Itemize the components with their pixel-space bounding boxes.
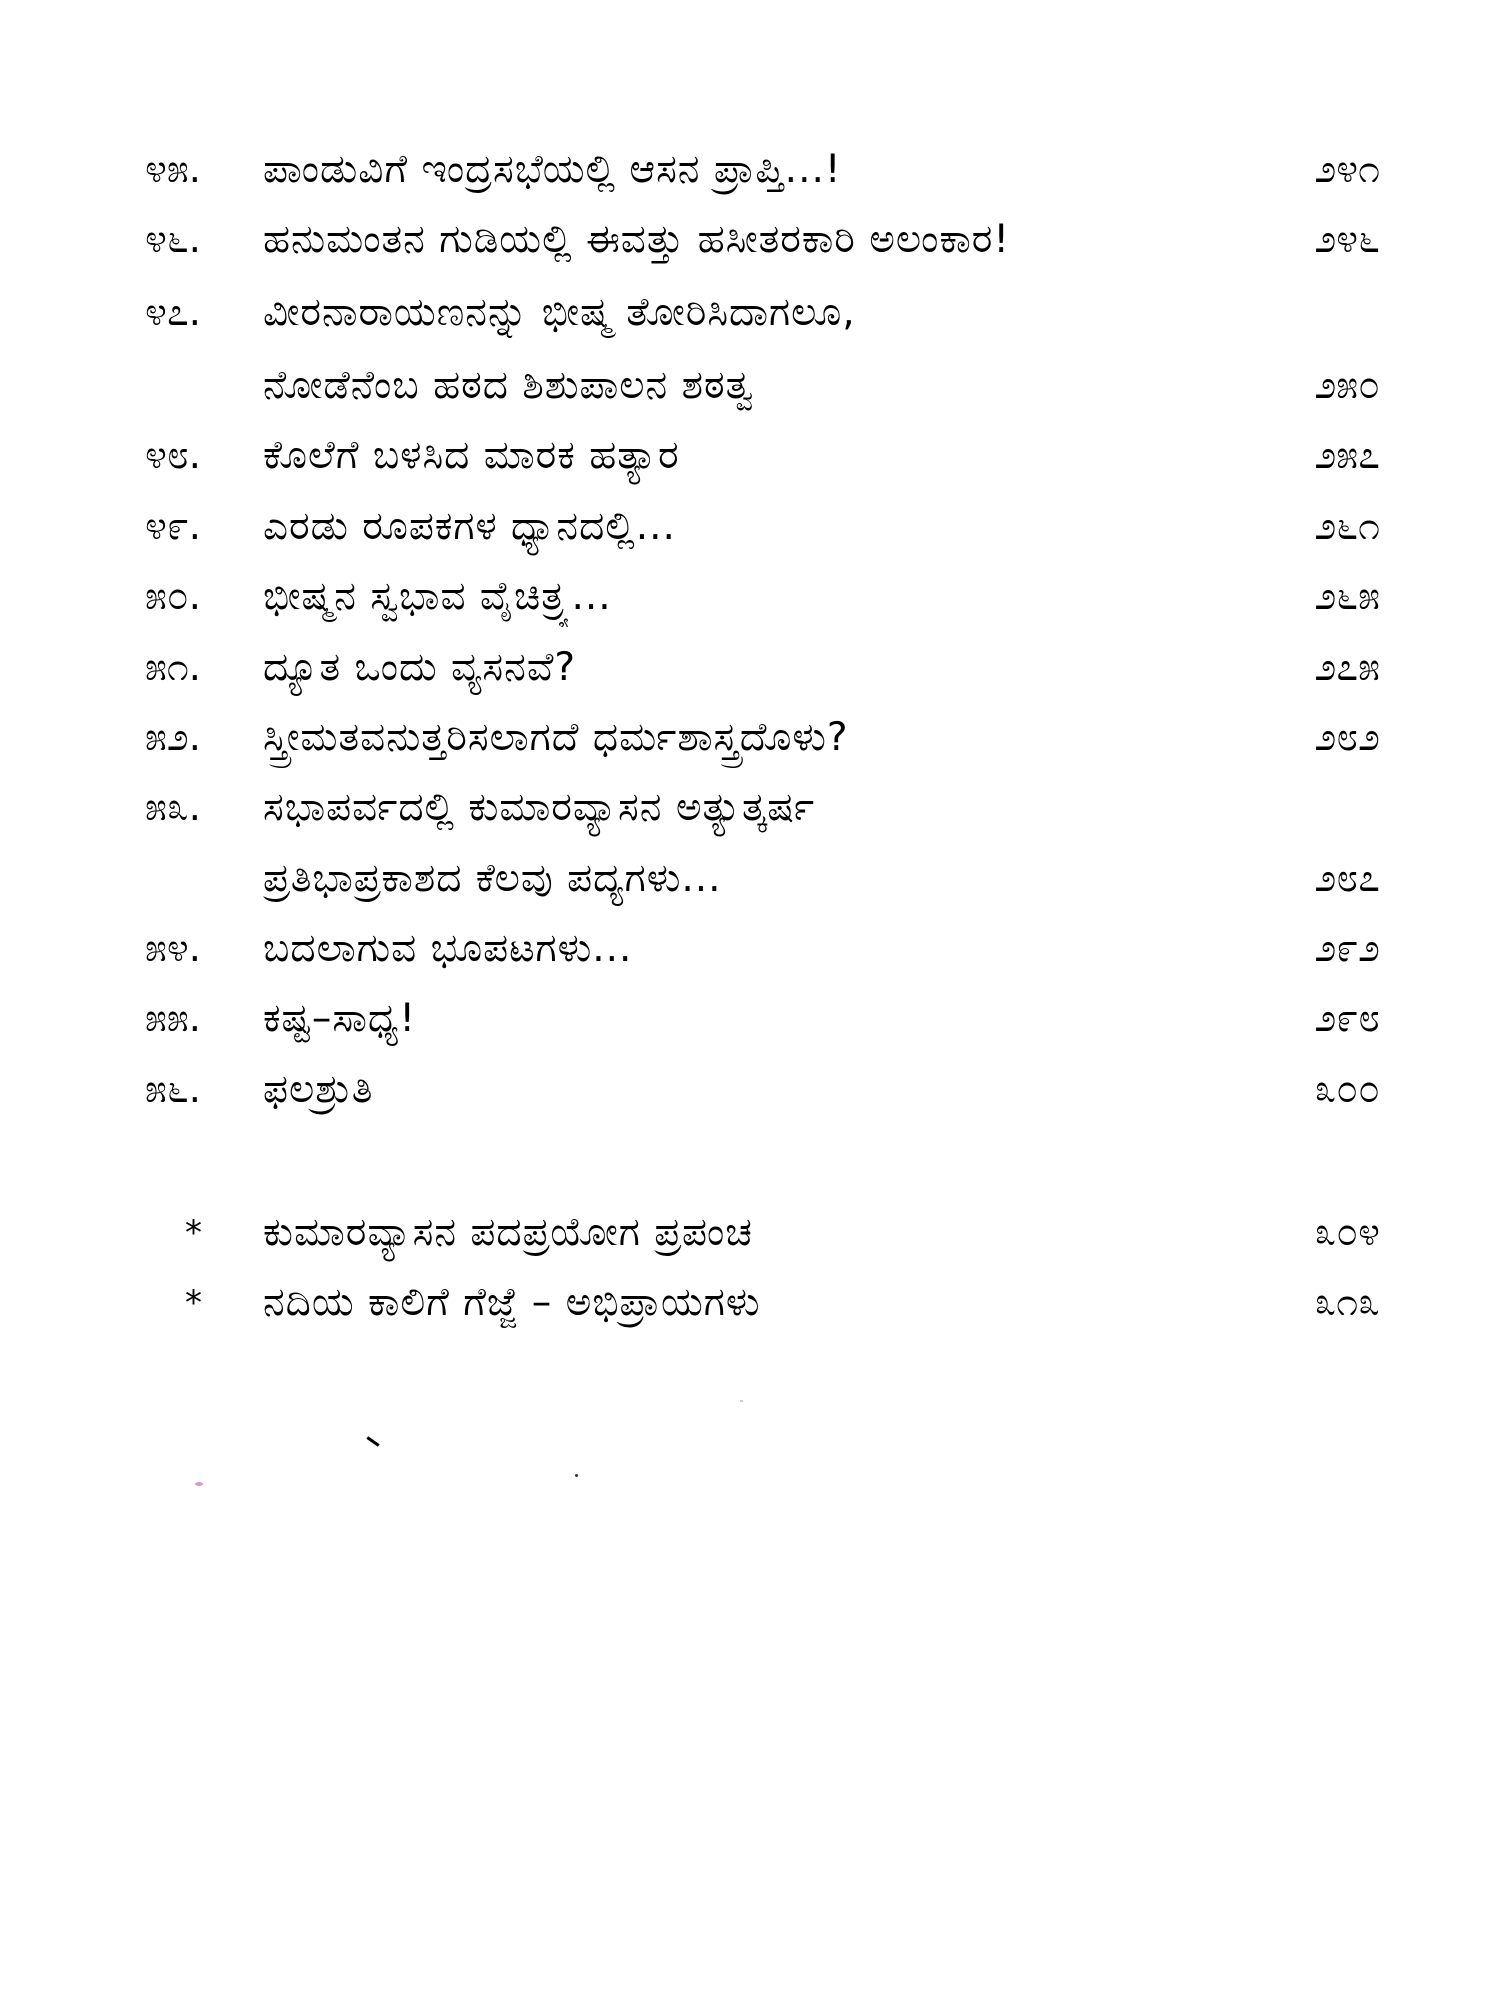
chapter-title: ದ್ಯೂತ ಒಂದು ವ್ಯಸನವೆ?	[263, 645, 577, 690]
toc-entry	[0, 989, 1500, 1049]
toc-entry	[0, 638, 1500, 698]
page-number: ೨೫೭	[1314, 433, 1380, 478]
toc-appendix-entry	[0, 1273, 1500, 1333]
appendix-title: ನದಿಯ ಕಾಲಿಗೆ ಗೆಜ್ಜೆ – ಅಭಿಪ್ರಾಯಗಳು	[263, 1280, 761, 1325]
toc-entry	[0, 210, 1500, 270]
chapter-title: ಸಭಾಪರ್ವದಲ್ಲಿ ಕುಮಾರವ್ಯಾಸನ ಅತ್ಯುತ್ಕರ್ಷ	[263, 785, 816, 830]
chapter-title: ಫಲಶ್ರುತಿ	[263, 1067, 374, 1112]
chapter-number: ೫೬.	[145, 1067, 202, 1112]
page-number: ೨೮೭	[1314, 856, 1380, 901]
toc-entry	[0, 1060, 1500, 1120]
toc-entry	[0, 426, 1500, 486]
page-number: ೨೭೫	[1314, 645, 1380, 690]
page-number: ೩೧೩	[1314, 1280, 1380, 1325]
toc-entry-continuation	[0, 356, 1500, 416]
chapter-number: ೪೫.	[145, 147, 202, 192]
bullet-asterisk: *	[185, 1283, 202, 1323]
toc-entry	[0, 140, 1500, 200]
toc-entry	[0, 497, 1500, 557]
chapter-number: ೫೫.	[145, 996, 202, 1041]
page-number: ೩೦೪	[1314, 1210, 1380, 1255]
toc-entry	[0, 708, 1500, 768]
chapter-title: ಕೊಲೆಗೆ ಬಳಸಿದ ಮಾರಕ ಹತ್ಯಾರ	[263, 433, 680, 478]
chapter-title: ಬದಲಾಗುವ ಭೂಪಟಗಳು...	[263, 926, 633, 971]
chapter-title: ಕಷ್ಟ–ಸಾಧ್ಯ!	[263, 996, 417, 1041]
chapter-number: ೪೬.	[145, 217, 202, 262]
page-number: ೨೯೨	[1314, 926, 1380, 971]
chapter-title: ಸ್ತ್ರೀಮತವನುತ್ತರಿಸಲಾಗದೆ ಧರ್ಮಶಾಸ್ತ್ರದೊಳು?	[263, 715, 849, 760]
chapter-number: ೫೪.	[145, 926, 202, 971]
chapter-number: ೪೮.	[145, 433, 202, 478]
toc-entry-continuation	[0, 849, 1500, 909]
page-number: ೨೯೮	[1314, 996, 1380, 1041]
page-number: ೨೬೧	[1314, 504, 1380, 549]
chapter-number: ೫೦.	[145, 574, 202, 619]
chapter-title: ವೀರನಾರಾಯಣನನ್ನು ಭೀಷ್ಮ ತೋರಿಸಿದಾಗಲೂ,	[263, 290, 856, 335]
page-number: ೨೬೫	[1314, 574, 1380, 619]
chapter-number: ೪೯.	[145, 504, 202, 549]
chapter-title: ಪ್ರತಿಭಾಪ್ರಕಾಶದ ಕೆಲವು ಪದ್ಯಗಳು...	[263, 856, 722, 901]
appendix-title: ಕುಮಾರವ್ಯಾಸನ ಪದಪ್ರಯೋಗ ಪ್ರಪಂಚ	[263, 1210, 753, 1255]
page-number: ೨೪೧	[1314, 147, 1380, 192]
toc-appendix-entry	[0, 1203, 1500, 1263]
toc-entry	[0, 567, 1500, 627]
chapter-number: ೪೭.	[145, 290, 202, 335]
chapter-number: ೫೩.	[145, 785, 202, 830]
chapter-title: ನೋಡೆನೆಂಬ ಹಠದ ಶಿಶುಪಾಲನ ಶಠತ್ವ	[263, 363, 755, 408]
scan-speck	[740, 1400, 743, 1402]
page-number: ೨೪೬	[1314, 217, 1380, 262]
scan-speck	[575, 1474, 578, 1477]
chapter-number: ೫೧.	[145, 645, 202, 690]
toc-entry	[0, 919, 1500, 979]
page-number: ೨೮೨	[1314, 715, 1380, 760]
chapter-title: ಎರಡು ರೂಪಕಗಳ ಧ್ಯಾನದಲ್ಲಿ...	[263, 504, 676, 549]
chapter-number: ೫೨.	[145, 715, 202, 760]
page-number: ೨೫೦	[1314, 363, 1380, 408]
chapter-title: ಭೀಷ್ಮನ ಸ್ವಭಾವ ವೈಚಿತ್ರ್ಯ...	[263, 574, 612, 619]
toc-entry	[0, 778, 1500, 838]
chapter-title: ಹನುಮಂತನ ಗುಡಿಯಲ್ಲಿ ಈವತ್ತು ಹಸೀತರಕಾರಿ ಅಲಂಕಾರ!	[263, 217, 1011, 262]
bullet-asterisk: *	[185, 1213, 202, 1253]
toc-entry	[0, 283, 1500, 343]
page-number: ೩೦೦	[1314, 1067, 1380, 1112]
chapter-title: ಪಾಂಡುವಿಗೆ ಇಂದ್ರಸಭೆಯಲ್ಲಿ ಆಸನ ಪ್ರಾಪ್ತಿ...!	[263, 147, 842, 192]
scan-speck	[195, 1482, 203, 1486]
